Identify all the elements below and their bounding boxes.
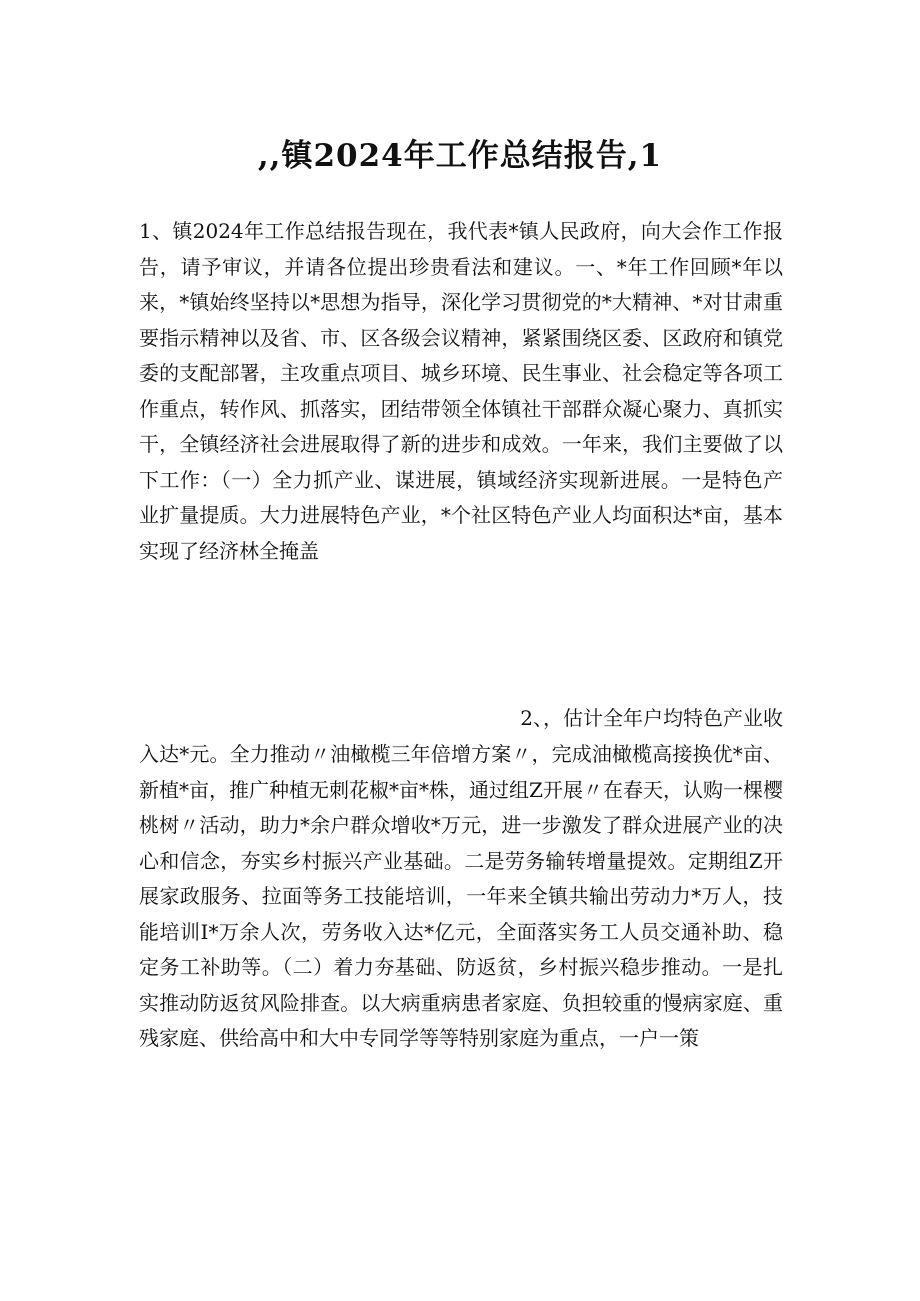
paragraph-2: 入达*元。全力推动〃油橄榄三年倍增方案〃，完成油橄榄高接换优*亩、新植*亩，推广种植无刺花椒*亩*株，通过组Z开展〃在春天，认购一棵樱桃树〃活动，助力*余户群众增收*万元，进一步激发了群众进展产业的决心和信念，夯实乡村振兴产业基础。二是劳务输转增量提效。定期组Z开展家政服务、拉面等务工技能培训，一年来全镇共输出劳动力*万人，技能培训I*万余人次，劳务收入达*亿元，全面落实务工人员交通补助、稳定务工补助等。（二）着力夯基础、防返贫，乡村振兴稳步推动。一是扎实推动防返贫风险排查。以大病重病患者家庭、负担较重的慢病家庭、重残家庭、供给高中和大中专同学等等特别家庭为重点，一户一策 — [139, 742, 783, 1050]
paragraph-1: 1、镇2024年工作总结报告现在，我代表*镇人民政府，向大会作工作报告，请予审议，并请各位提出珍贵看法和建议。一、*年工作回顾*年以来，*镇始终坚持以*思想为指导，深化学习贯彻党的*大精神、*对甘肃重要指示精神以及省、市、区各级会议精神，紧紧围绕区委、区政府和镇党委的支配部署，主攻重点项目、城乡环境、民生事业、社会稳定等各项工作重点，转作风、抓落实，团结带领全体镇社干部群众凝心聚力、真抓实干，全镇经济社会进展取得了新的进步和成效。一年来，我们主要做了以下工作：（一）全力抓产业、谋进展，镇域经济实现新进展。一是特色产业扩量提质。大力进展特色产业，*个社区特色产业人均面积达*亩，基本实现了经济林全掩盖 — [139, 219, 783, 563]
document-title: ,,镇2024年工作总结报告,1 — [257, 138, 663, 174]
paragraph-2-heading: 2、，估计全年户均特色产业收 — [520, 706, 783, 730]
